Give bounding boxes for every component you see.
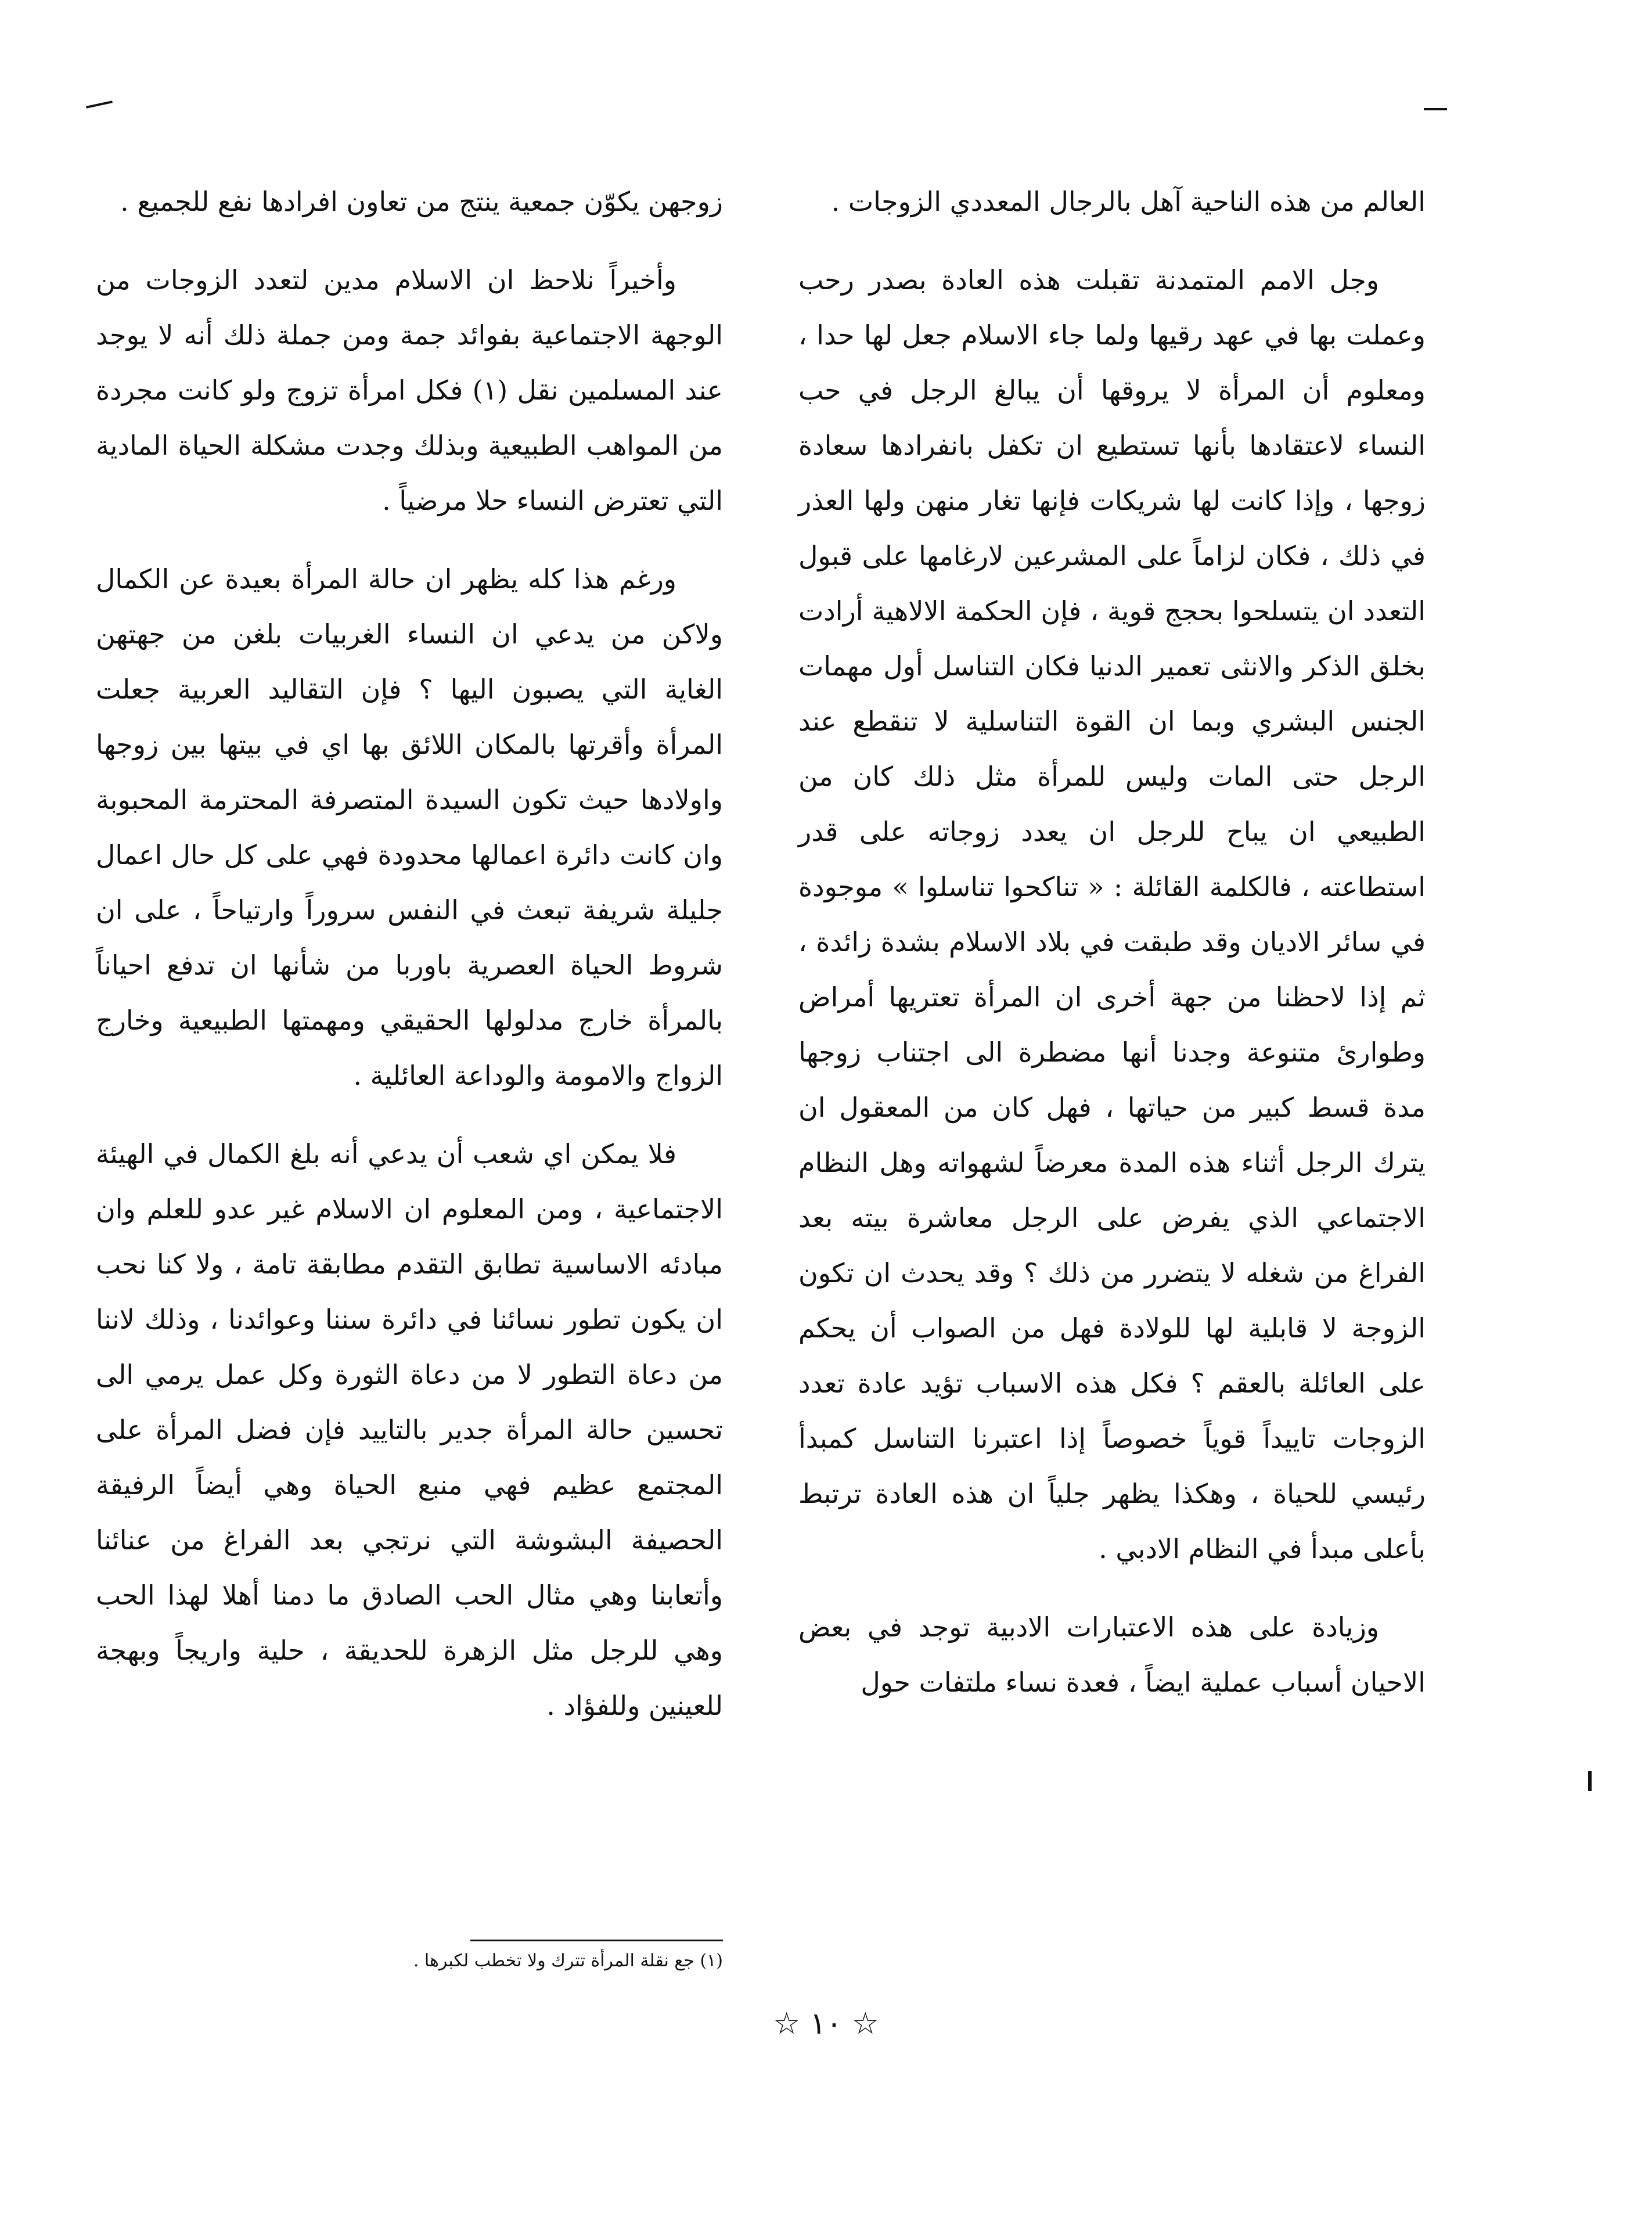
paragraph: وأخيراً نلاحظ ان الاسلام مدين لتعدد الزوجات من الوجهة الاجتماعية بفوائد جمة ومن جملة ذلك أنه لا يوجد عند المسلمين نقل (١) فكل امرأة تزوج ولو كانت مجردة من المواهب الطبيعية وبذلك وجدت مشكلة الحياة المادية التي تعترض النساء حلا مرضياً . bbox=[96, 264, 723, 516]
paragraph: زوجهن يكوّن جمعية ينتج من تعاون افرادها نفع للجميع . bbox=[120, 186, 723, 217]
scan-mark bbox=[1588, 1771, 1592, 1791]
page-number: ☆ ١٠ ☆ bbox=[773, 2006, 879, 2041]
paragraph: العالم من هذه الناحية آهل بالرجال المعددي الزوجات . bbox=[831, 186, 1426, 217]
footnote: (١) جع نقلة المرأة تترك ولا تخطب لكبرها . bbox=[413, 1951, 723, 1971]
left-column bbox=[96, 174, 723, 1757]
scan-mark bbox=[1424, 108, 1447, 110]
paragraph: فلا يمكن اي شعب أن يدعي أنه بلغ الكمال في الهيئة الاجتماعية ، ومن المعلوم ان الاسلام غير عدو للعلم وان مبادئه الاساسية تطابق التقدم مطابقة تامة ، ولا كنا نحب ان يكون تطور نسائنا في دائرة سننا وعوائدنا ، وذلك لاننا من دعاة التطور لا من دعاة الثورة وكل عمل يرمي الى تحسين حالة المرأة جدير بالتاييد فإن فضل المرأة على المجتمع عظيم فهي منبع الحياة وهي أيضاً الرفيقة الحصيفة البشوشة التي نرتجي بعد الفراغ من عنائنا وأتعابنا وهي مثال الحب الصادق ما دمنا أهلا لهذا الحب وهي للرجل مثل الزهرة للحديقة ، حلية واريجاً وبهجة للعينين وللفؤاد . bbox=[96, 1138, 723, 1721]
paragraph: وزيادة على هذه الاعتبارات الادبية توجد في بعض الاحيان أسباب عملية ايضاً ، فعدة نساء ملتفات حول bbox=[798, 1611, 1426, 1698]
scan-mark bbox=[86, 100, 113, 108]
footnote-divider bbox=[470, 1940, 723, 1941]
paragraph: ورغم هذا كله يظهر ان حالة المرأة بعيدة عن الكمال ولاكن من يدعي ان النساء الغربيات بلغن من جهتهن الغاية التي يصبون اليها ؟ فإن التقاليد العربية جعلت المرأة وأقرتها بالمكان اللائق بها اي في بيتها بين زوجها واولادها حيث تكون السيدة المتصرفة المحترمة المحبوبة وان كانت دائرة اعمالها محدودة فهي على كل حال اعمال جليلة شريفة تبعث في النفس سروراً وارتياحاً ، على ان شروط الحياة العصرية باوربا من شأنها ان تدفع احياناً بالمرأة خارج مدلولها الحقيقي ومهمتها الطبيعية وخارج الزواج والامومة والوداعة العائلية . bbox=[96, 563, 723, 1091]
paragraph: وجل الامم المتمدنة تقبلت هذه العادة بصدر رحب وعملت بها في عهد رقيها ولما جاء الاسلام جعل لها حدا ، ومعلوم أن المرأة لا يروقها أن يبالغ الرجل في حب النساء لاعتقادها بأنها تستطيع ان تكفل بانفرادها سعادة زوجها ، وإذا كانت لها شريكات فإنها تغار منهن ولها العذر في ذلك ، فكان لزاماً على المشرعين لارغامها على قبول التعدد ان يتسلحوا بحجج قوية ، فإن الحكمة الالاهية أرادت بخلق الذكر والانثى تعمير الدنيا فكان التناسل أول مهمات الجنس البشري وبما ان القوة التناسلية لا تنقطع عند الرجل حتى المات وليس للمرأة مثل ذلك كان من الطبيعي ان يباح للرجل ان يعدد زوجاته على قدر استطاعته ، فالكلمة القائلة : « تناكحوا تناسلوا » موجودة في سائر الاديان وقد طبقت في بلاد الاسلام بشدة زائدة ، ثم إذا لاحظنا من جهة أخرى ان المرأة تعتريها أمراض وطوارئ متنوعة وجدنا أنها مضطرة الى اجتناب زوجها مدة قسط كبير من حياتها ، فهل كان من المعقول ان يترك الرجل أثناء هذه المدة معرضاً لشهواته وهل النظام الاجتماعي الذي يفرض على الرجل معاشرة بيته بعد الفراغ من شغله لا يتضرر من ذلك ؟ وقد يحدث ان تكون الزوجة لا قابلية لها للولادة فهل من الصواب أن يحكم على العائلة بالعقم ؟ فكل هذه الاسباب تؤيد عادة تعدد الزوجات تاييداً قوياً خصوصاً إذا اعتبرنا التناسل كمبدأ رئيسي للحياة ، وهكذا يظهر جلياً ان هذه العادة ترتبط بأعلى مبدأ في النظام الادبي . bbox=[798, 264, 1426, 1564]
right-column bbox=[798, 174, 1426, 1733]
